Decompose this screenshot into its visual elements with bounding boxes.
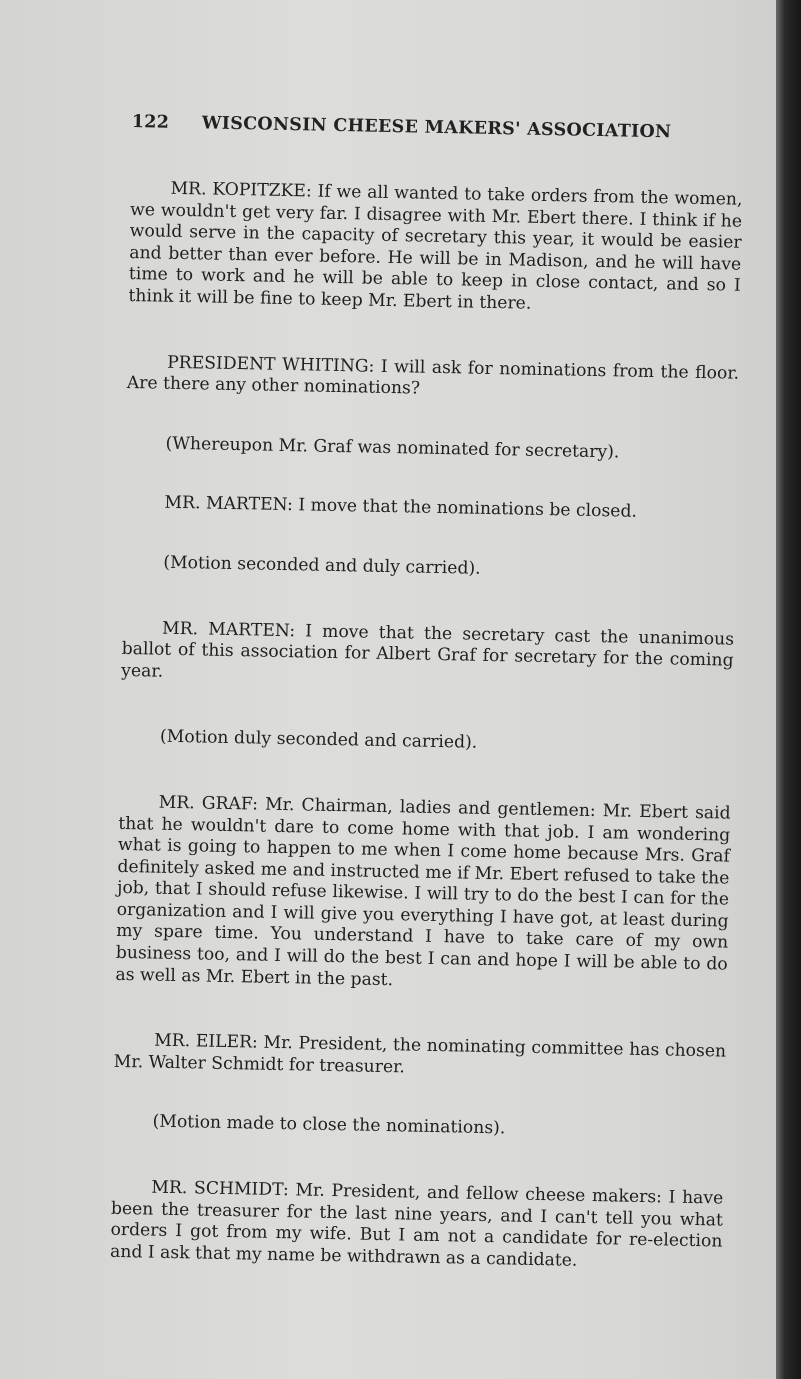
running-title: WISCONSIN CHEESE MAKERS' ASSOCIATION xyxy=(201,113,672,143)
paragraph-graf-nominated: (Whereupon Mr. Graf was nominated for secretary). xyxy=(165,433,620,463)
paragraph-motion-seconded: (Motion duly seconded and carried). xyxy=(159,726,478,754)
paragraph-marten-close: MR. MARTEN: I move that the nominations be closed. xyxy=(164,493,638,523)
running-head xyxy=(132,112,744,144)
paragraph-schmidt: MR. SCHMIDT: Mr. President, and fellow cheese makers: I have been the treasurer for the last nine years, and I can't tell you what orders I got from my wife. But I am not a candidate for re-election and I ask that my name be withdrawn as a candidate. xyxy=(109,1177,724,1271)
paragraph-eiler: MR. EILER: Mr. President, the nominating committee has chosen Mr. Walter Schmidt for treasurer. xyxy=(113,1030,727,1078)
page-number: 122 xyxy=(131,112,170,133)
paragraph-motion-carried: (Motion seconded and duly carried). xyxy=(163,552,481,579)
paragraph-graf-speech: MR. GRAF: Mr. Chairman, ladies and gentlemen: Mr. Ebert said that he wouldn't dare to come home with that job. I am wondering what is going to happen to me when I come home because Mrs. Graf definitely asked me and instructed me if Mr. Ebert refused to take the job, that I should refuse likewise. I will try to do the best I can for the organization and I will give you everything I have got, at least during my spare time. You understand I have to take care of my own business too, and I will do the best I can and hope I will be able to do as well as Mr. Ebert in the past. xyxy=(115,792,731,990)
page-content xyxy=(110,112,744,1275)
book-spine-shadow xyxy=(776,0,801,1379)
paragraph-kopitzke: MR. KOPITZKE: If we all wanted to take orders from the women, we wouldn't get very far. I disagree with Mr. Ebert there. I think if he would serve in the capacity of secretary this year, it would be easier and better than ever before. He will be in Madison, and he will have time to work and he will be able to keep in close contact, and so I think it will be fine to keep Mr. Ebert in there. xyxy=(128,178,743,314)
paragraph-motion-close: (Motion made to close the nominations). xyxy=(152,1112,506,1139)
paragraph-marten-ballot: MR. MARTEN: I move that the secretary cast the unanimous ballot of this association for Albert Graf for secretary for the coming year. xyxy=(121,618,735,682)
paragraph-whiting: PRESIDENT WHITING: I will ask for nominations from the floor. Are there any other nominations? xyxy=(126,352,740,399)
